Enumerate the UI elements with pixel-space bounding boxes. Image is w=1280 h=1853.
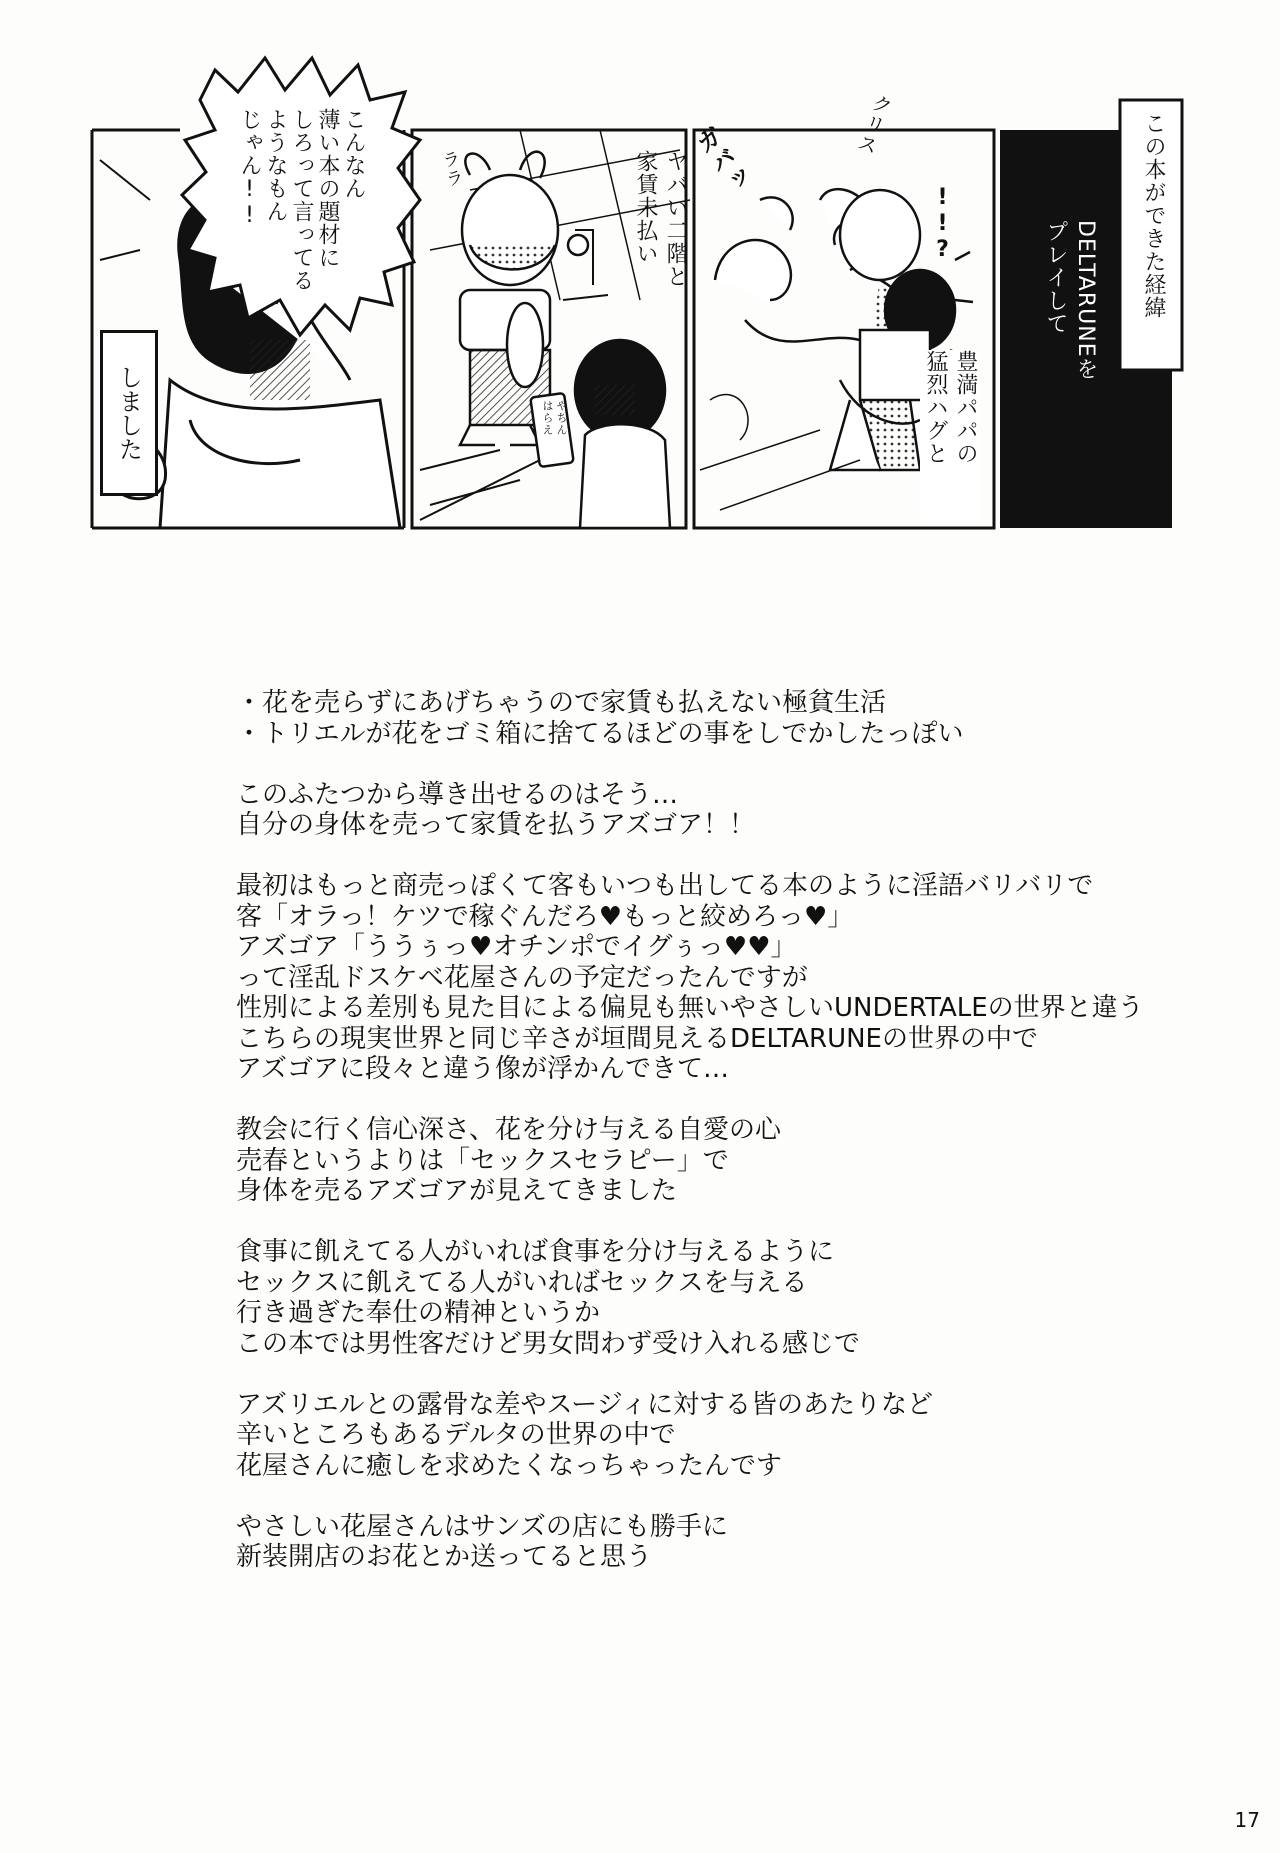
text-line: って淫乱ドスケベ花屋さんの予定だったんですが <box>236 962 808 993</box>
panel4-narration: DELTARUNEを プレイして <box>1043 220 1098 381</box>
text-line: 辛いところもあるデルタの世界の中で <box>236 1420 676 1450</box>
page-number: 17 <box>1234 1808 1260 1832</box>
panel3-sfx-gaba: ガバッ <box>688 122 755 201</box>
panel3-sfx-surprise: !!? <box>930 185 955 263</box>
paragraph <box>236 1237 1196 1359</box>
panel1-caption: しました <box>100 330 158 496</box>
text-line: 教会に行く信心深さ、花を分け与える自愛の心 <box>236 1115 781 1145</box>
text-line: 新装開店のお花とか送ってると思う <box>236 1542 653 1572</box>
paragraph <box>236 1390 1196 1482</box>
text-line: ・花を売らずにあげちゃうので家賃も払えない極貧生活 <box>236 688 887 718</box>
text-line: 花屋さんに癒しを求めたくなっちゃったんです <box>236 1450 783 1481</box>
text-line: やさしい花屋さんはサンズの店にも勝手に <box>236 1511 728 1542</box>
text-line: 身体を売るアズゴアが見えてきました <box>236 1176 677 1206</box>
text-line: アズリエルとの露骨な差やスージィに対する皆のあたりなど <box>236 1389 934 1420</box>
text-line: 行き過ぎた奉仕の精神というか <box>236 1298 601 1328</box>
paragraph <box>236 1115 1196 1207</box>
text-line: 売春というよりは「セックスセラピー」で <box>236 1145 729 1176</box>
panel3-sfx-kris: クリス <box>851 90 896 158</box>
text-line: 性別による差別も見た目による偏見も無いやさしいUNDERTALEの世界と違う <box>236 993 1144 1023</box>
afterword-text <box>236 688 1196 1603</box>
text-line: このふたつから導き出せるのはそう… <box>236 779 679 810</box>
panel2-narration: ヤバい二階と 家賃未払い <box>633 150 688 288</box>
comic-strip <box>0 0 1280 560</box>
text-line: アズゴア「ううぅっ♥オチンポでイグぅっ♥♥」 <box>236 932 797 962</box>
text-line: セックスに飢えてる人がいればセックスを与える <box>236 1267 808 1298</box>
text-line: こちらの現実世界と同じ辛さが垣間見えるDELTARUNEの世界の中で <box>236 1023 1038 1054</box>
paragraph <box>236 780 1196 841</box>
text-line: ・トリエルが花をゴミ箱に捨てるほどの事をしでかしたっぽい <box>236 718 964 749</box>
text-line: 食事に飢えてる人がいれば食事を分け与えるように <box>236 1237 835 1267</box>
panel2-sfx: ララ <box>437 148 466 190</box>
text-line: 自分の身体を売って家賃を払うアズゴア！！ <box>236 810 755 840</box>
panel3-narration: 豊満パパの 猛烈ハグと <box>920 350 980 520</box>
text-line: 客「オラっ！ケツで稼ぐんだろ♥もっと絞めろっ♥」 <box>236 901 854 932</box>
text-line: アズゴアに段々と違う像が浮かんできて… <box>236 1054 729 1084</box>
text-line: この本では男性客だけど男女問わず受け入れる感じで <box>236 1328 861 1359</box>
paragraph <box>236 871 1196 1085</box>
panel1-speech-text: こんなん 薄い本の題材に しろって言ってる ようなもん じゃん!! <box>237 108 366 292</box>
paragraph <box>236 1512 1196 1573</box>
panel2-sign: やちん はらえ <box>541 400 568 436</box>
panel4-caption-text: この本ができた経緯 <box>1141 112 1166 319</box>
paragraph <box>236 688 1196 749</box>
text-line: 最初はもっと商売っぽくて客もいつも出してる本のように淫語バリバリで <box>236 871 1094 901</box>
